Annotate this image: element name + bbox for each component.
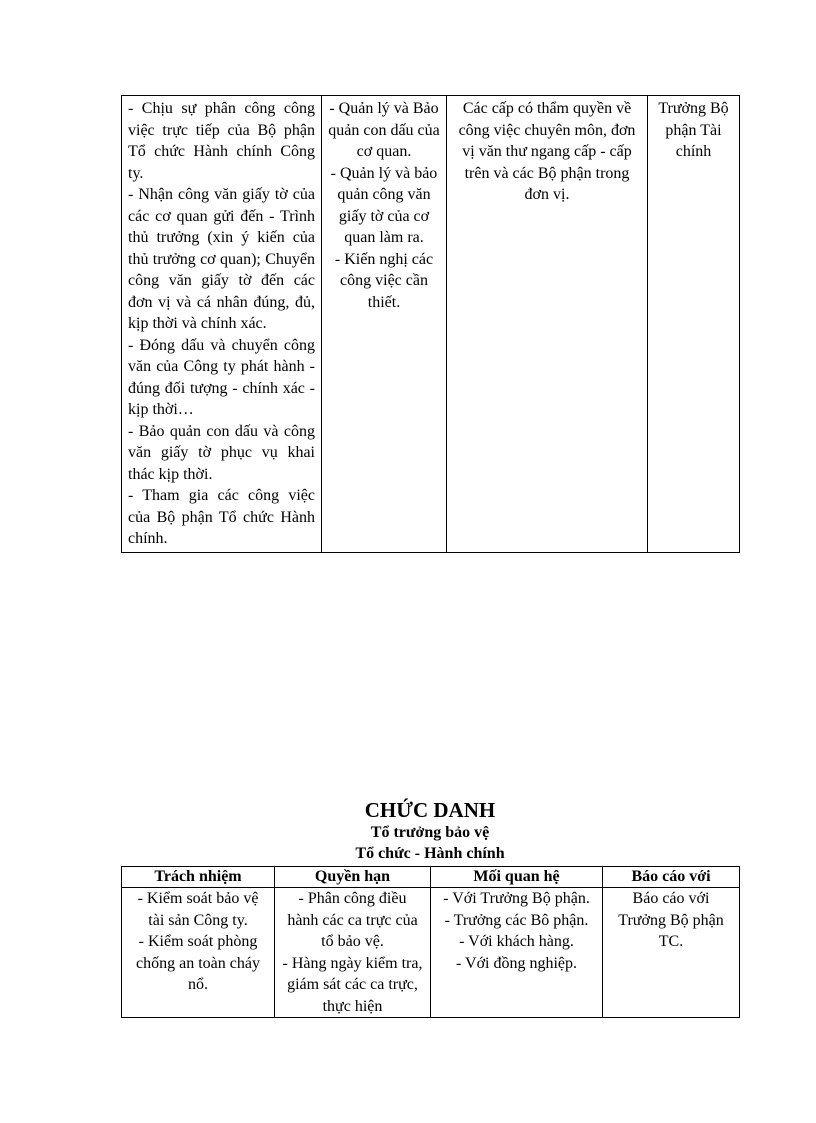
table-row (122, 96, 740, 553)
authority-item: - Quản lý và bảo quản công văn giấy tờ của cơ quan làm ra. (330, 164, 438, 246)
relationship-item: - Với đồng nghiệp. (455, 954, 578, 972)
header-relationships: Mối quan hệ (431, 867, 603, 888)
authority-item: - Hàng ngày kiểm tra, giám sát các ca trực, thực hiện (282, 954, 423, 1015)
responsibility-item: - Tham gia các công việc của Bộ phận Tổ chức Hành chính. (128, 487, 315, 547)
relationship-item: - Trưởng các Bô phận. (444, 911, 589, 929)
header-reports-to: Báo cáo với (603, 867, 740, 888)
responsibility-item: - Kiểm soát phòng chống an toàn cháy nổ. (136, 933, 260, 993)
responsibility-item: - Bảo quản con dấu và công văn giấy tờ phục vụ khai thác kịp thời. (128, 422, 315, 483)
responsibility-item: - Chịu sự phân công công việc trực tiếp của Bộ phận Tổ chức Hành chính Công ty. (128, 100, 315, 182)
relationship-item: - Với Trưởng Bộ phận. (443, 890, 590, 907)
relationships-cell (431, 888, 603, 1018)
responsibilities-cell (122, 96, 322, 553)
authority-cell (322, 96, 447, 553)
responsibility-item: - Kiểm soát bảo vệ tài sản Công ty. (137, 890, 259, 929)
authority-item: - Quản lý và Bảo quản con dấu của cơ quan. (328, 100, 440, 160)
header-responsibilities: Trách nhiệm (122, 867, 275, 888)
table-header-row (122, 867, 740, 888)
table-row (122, 888, 740, 1018)
section-subtitle-department: Tổ chức - Hành chính (355, 845, 505, 862)
section-subtitle-position: Tổ trưởng bảo vệ (370, 824, 490, 841)
responsibility-item: - Đóng dấu và chuyển công văn của Công ty phát hành - đúng đối tượng - chính xác - kịp thời… (128, 336, 315, 418)
section-title: CHỨC DANH (364, 798, 496, 822)
authority-item: - Kiến nghị các công việc cần thiết. (334, 250, 434, 311)
duties-table (121, 866, 740, 1018)
responsibilities-cell (122, 888, 275, 1018)
duties-table-continued (121, 95, 740, 553)
relationships-cell: Các cấp có thẩm quyền về công việc chuyên môn, đơn vị văn thư ngang cấp - cấp trên và các Bộ phận trong đơn vị. (447, 96, 648, 553)
reports-to-cell: Báo cáo với Trưởng Bộ phận TC. (603, 888, 740, 1018)
responsibility-item: - Nhận công văn giấy tờ của các cơ quan gửi đến - Trình thủ trưởng (xin ý kiến của thủ trưởng cơ quan); Chuyển công văn giấy tờ đến các đơn vị và cá nhân đúng, đủ, kịp thời và chính xác. (128, 186, 315, 332)
reports-to-cell: Trưởng Bộ phận Tài chính (648, 96, 740, 553)
header-authority: Quyền hạn (275, 867, 431, 888)
authority-item: - Phân công điều hành các ca trực của tổ bảo vệ. (287, 890, 418, 950)
relationship-item: - Với khách hàng. (459, 933, 574, 950)
authority-cell (275, 888, 431, 1018)
